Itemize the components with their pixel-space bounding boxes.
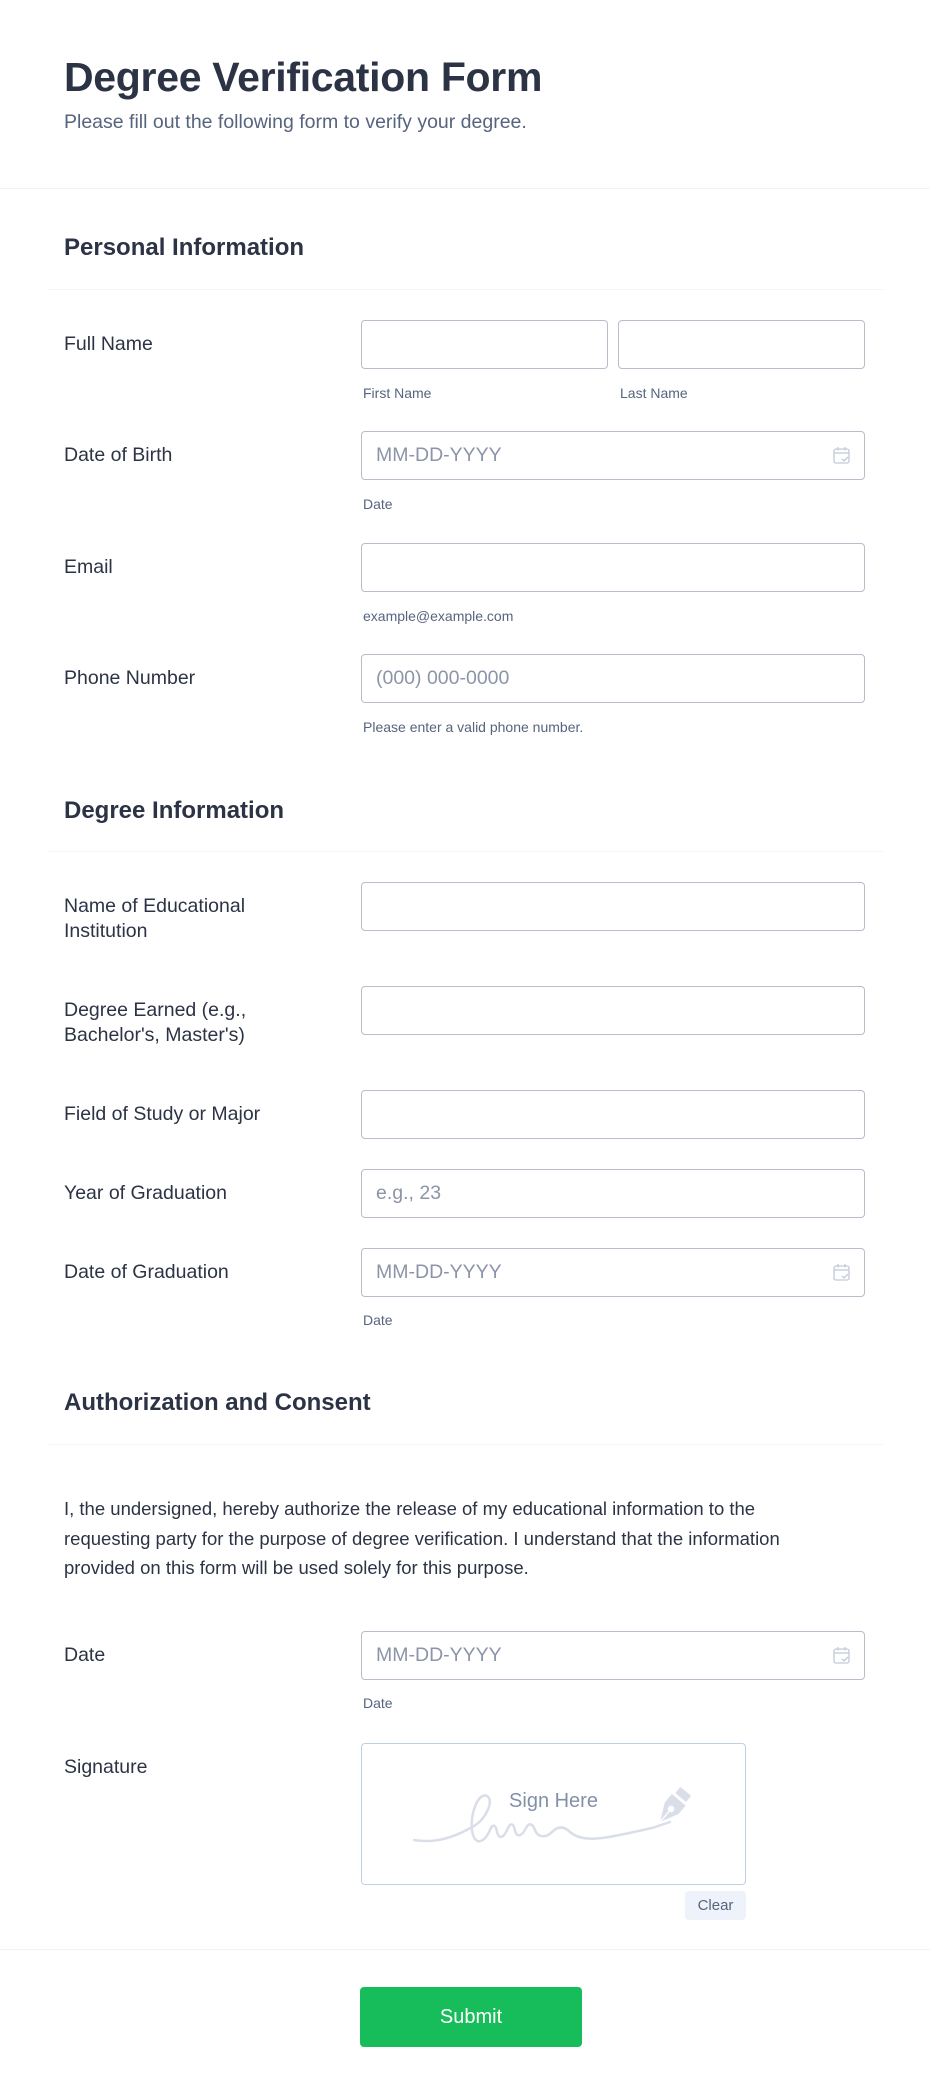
last-name-input[interactable] xyxy=(618,320,865,369)
first-name-input[interactable] xyxy=(361,320,608,369)
calendar-icon[interactable] xyxy=(833,1646,850,1664)
pen-nib-icon xyxy=(647,1786,695,1832)
submit-button[interactable]: Submit xyxy=(360,1987,582,2047)
calendar-icon[interactable] xyxy=(833,1263,850,1281)
calendar-icon[interactable] xyxy=(833,446,850,464)
consent-paragraph xyxy=(64,1494,864,1583)
signature-label: Signature xyxy=(64,1756,148,1778)
phone-sublabel: Please enter a valid phone number. xyxy=(363,719,584,735)
date-of-graduation-label: Date of Graduation xyxy=(64,1261,229,1283)
degree-earned-input[interactable] xyxy=(361,986,865,1035)
institution-input[interactable] xyxy=(361,882,865,931)
section-title-degree: Degree Information xyxy=(64,797,285,824)
phone-label: Phone Number xyxy=(64,667,196,689)
section-divider xyxy=(47,289,883,290)
consent-line: provided on this form will be used solely for this purpose. xyxy=(64,1557,529,1578)
year-of-graduation-label: Year of Graduation xyxy=(64,1182,227,1204)
consent-date-label: Date xyxy=(64,1644,106,1666)
phone-input[interactable] xyxy=(361,654,865,703)
email-sublabel: example@example.com xyxy=(363,608,514,624)
dob-sublabel: Date xyxy=(363,496,393,512)
dob-input[interactable] xyxy=(361,431,865,480)
degree-earned-label-line1: Degree Earned (e.g., xyxy=(64,999,247,1021)
field-of-study-label: Field of Study or Major xyxy=(64,1103,261,1125)
year-of-graduation-input[interactable] xyxy=(361,1169,865,1218)
consent-line: requesting party for the purpose of degree verification. I understand that the information xyxy=(64,1527,780,1549)
last-name-sublabel: Last Name xyxy=(620,385,688,401)
email-input[interactable] xyxy=(361,543,865,592)
full-name-label: Full Name xyxy=(64,333,153,355)
signature-pad[interactable] xyxy=(361,1743,746,1885)
degree-earned-label-line2: Bachelor's, Master's) xyxy=(64,1024,245,1046)
dob-label: Date of Birth xyxy=(64,444,173,466)
institution-label-line1: Name of Educational xyxy=(64,895,246,917)
date-of-graduation-sublabel: Date xyxy=(363,1312,393,1328)
page-subtitle: Please fill out the following form to verify your degree. xyxy=(64,111,527,133)
section-divider xyxy=(47,851,883,852)
section-title-personal: Personal Information xyxy=(64,234,305,261)
email-label: Email xyxy=(64,556,113,578)
clear-signature-button[interactable]: Clear xyxy=(685,1891,746,1920)
consent-date-input[interactable] xyxy=(361,1631,865,1680)
field-of-study-input[interactable] xyxy=(361,1090,865,1139)
first-name-sublabel: First Name xyxy=(363,385,432,401)
header-divider xyxy=(0,188,930,189)
date-of-graduation-input[interactable] xyxy=(361,1248,865,1297)
degree-earned-label xyxy=(64,998,246,1048)
section-title-authorization: Authorization and Consent xyxy=(64,1389,371,1416)
consent-line: I, the undersigned, hereby authorize the release of my educational information to the xyxy=(64,1498,756,1519)
sign-here-placeholder: Sign Here xyxy=(509,1790,598,1812)
consent-date-sublabel: Date xyxy=(363,1695,393,1711)
institution-label-line2: Institution xyxy=(64,920,148,942)
institution-label xyxy=(64,894,245,944)
section-divider xyxy=(47,1444,883,1445)
page-title: Degree Verification Form xyxy=(64,54,543,100)
footer-divider xyxy=(0,1949,930,1950)
